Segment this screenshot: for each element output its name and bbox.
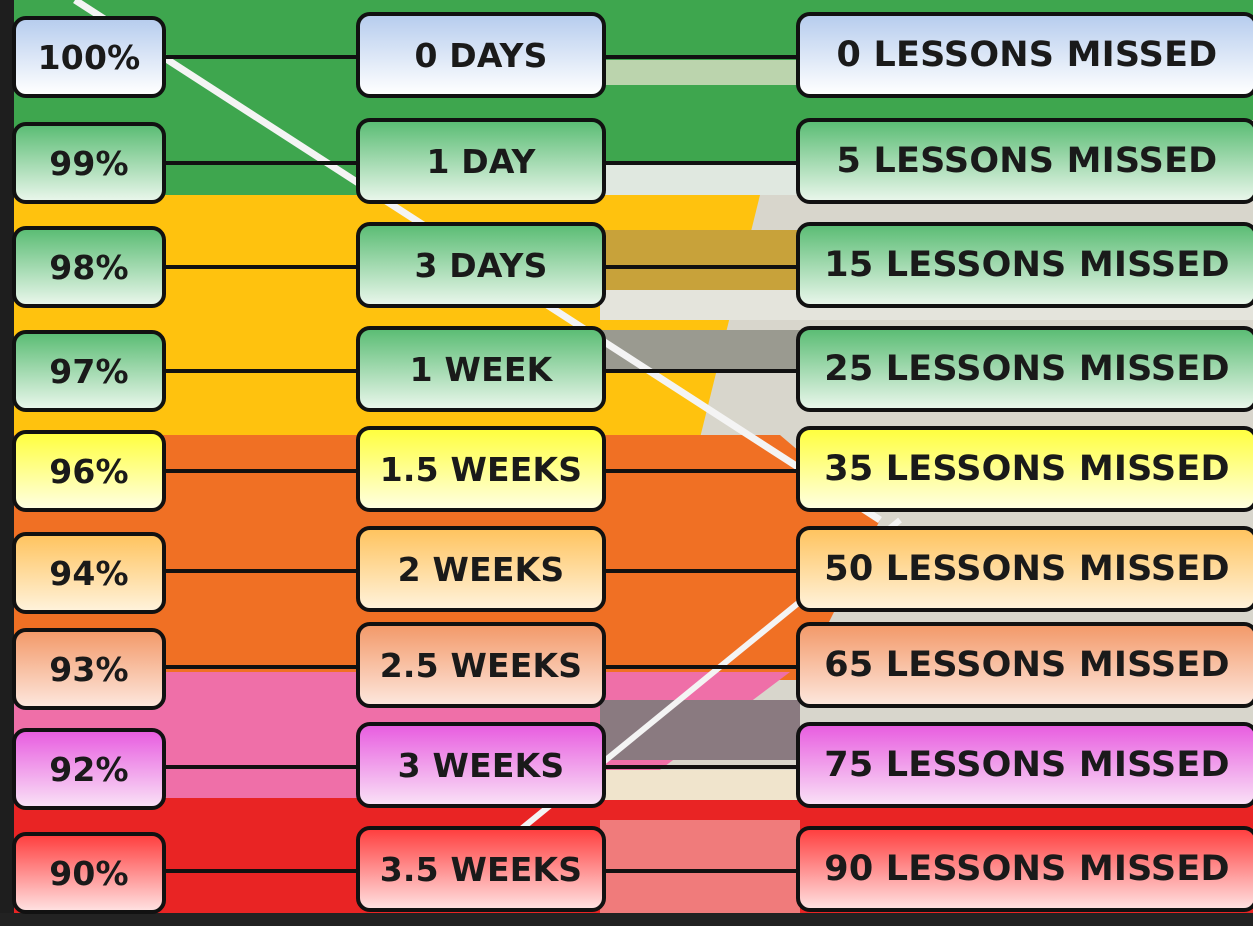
attendance-percent: 99% <box>12 122 166 204</box>
connector-line <box>166 369 356 373</box>
connector-line <box>166 869 356 873</box>
connector-line <box>166 665 356 669</box>
attendance-row <box>0 12 1253 112</box>
lessons-missed: 15 LESSONS MISSED <box>796 222 1253 308</box>
days-absent: 0 DAYS <box>356 12 606 98</box>
connector-line <box>166 569 356 573</box>
attendance-row <box>0 222 1253 322</box>
connector-line <box>606 369 796 373</box>
connector-line <box>166 765 356 769</box>
days-absent: 1.5 WEEKS <box>356 426 606 512</box>
connector-line <box>606 469 796 473</box>
connector-line <box>606 665 796 669</box>
lessons-missed: 65 LESSONS MISSED <box>796 622 1253 708</box>
days-absent: 2.5 WEEKS <box>356 622 606 708</box>
connector-line <box>166 55 356 59</box>
connector-line <box>606 55 796 59</box>
connector-line <box>166 161 356 165</box>
attendance-row <box>0 826 1253 926</box>
connector-line <box>606 161 796 165</box>
connector-line <box>166 265 356 269</box>
days-absent: 3 DAYS <box>356 222 606 308</box>
days-absent: 1 WEEK <box>356 326 606 412</box>
connector-line <box>606 265 796 269</box>
lessons-missed: 25 LESSONS MISSED <box>796 326 1253 412</box>
attendance-row <box>0 326 1253 426</box>
connector-line <box>606 869 796 873</box>
connector-line <box>606 765 796 769</box>
attendance-percent: 92% <box>12 728 166 810</box>
attendance-percent: 90% <box>12 832 166 914</box>
attendance-row <box>0 426 1253 526</box>
lessons-missed: 90 LESSONS MISSED <box>796 826 1253 912</box>
days-absent: 3 WEEKS <box>356 722 606 808</box>
lessons-missed: 5 LESSONS MISSED <box>796 118 1253 204</box>
days-absent: 2 WEEKS <box>356 526 606 612</box>
attendance-percent: 94% <box>12 532 166 614</box>
lessons-missed: 50 LESSONS MISSED <box>796 526 1253 612</box>
attendance-row <box>0 526 1253 626</box>
connector-line <box>166 469 356 473</box>
attendance-percent: 97% <box>12 330 166 412</box>
attendance-percent: 96% <box>12 430 166 512</box>
lessons-missed: 75 LESSONS MISSED <box>796 722 1253 808</box>
attendance-percent: 93% <box>12 628 166 710</box>
attendance-row <box>0 722 1253 822</box>
days-absent: 3.5 WEEKS <box>356 826 606 912</box>
attendance-percent: 100% <box>12 16 166 98</box>
attendance-row <box>0 622 1253 722</box>
lessons-missed: 35 LESSONS MISSED <box>796 426 1253 512</box>
attendance-row <box>0 118 1253 218</box>
lessons-missed: 0 LESSONS MISSED <box>796 12 1253 98</box>
connector-line <box>606 569 796 573</box>
days-absent: 1 DAY <box>356 118 606 204</box>
attendance-percent: 98% <box>12 226 166 308</box>
